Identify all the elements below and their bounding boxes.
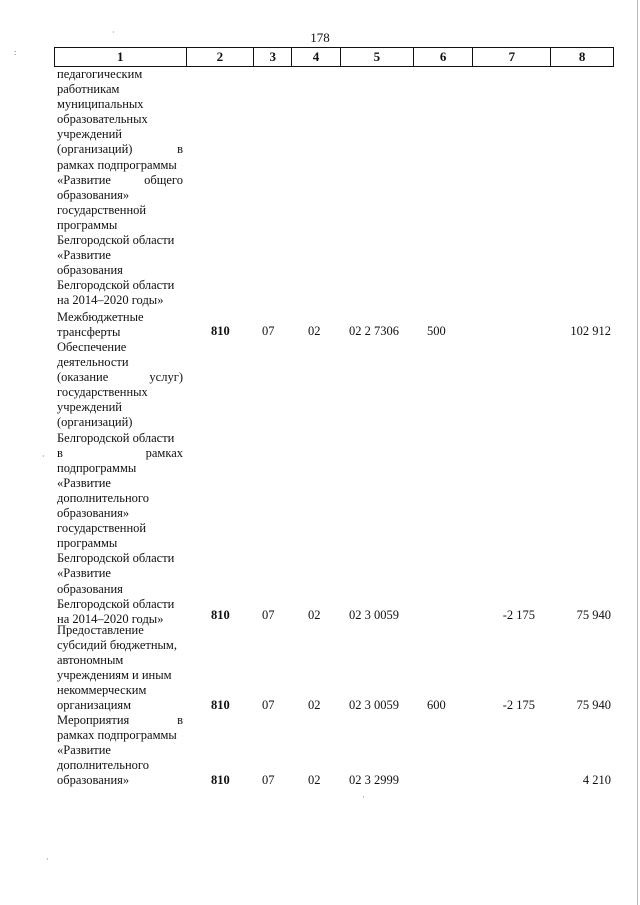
description-line: Белгородской области: [57, 430, 175, 445]
description-line: дополнительного: [57, 490, 149, 505]
description-line: трансферты: [57, 325, 121, 340]
cell-col-5: 02 2 7306: [349, 324, 399, 338]
header-col-3: 3: [254, 48, 292, 66]
cell-col-8: 75 940: [576, 698, 611, 712]
row-description: [57, 340, 183, 627]
description-line: образования: [57, 581, 123, 596]
scan-speck: ·: [362, 793, 365, 802]
description-line: (организаций): [57, 415, 133, 430]
description-line: «Развитие общего: [57, 172, 183, 187]
scan-speck: ·: [42, 452, 45, 461]
cell-col-3: 07: [262, 324, 275, 338]
description-line: Белгородской области: [57, 551, 175, 566]
description-line: (оказание услуг): [57, 370, 183, 385]
header-col-1: 1: [55, 48, 187, 66]
cell-col-3: 07: [262, 698, 275, 712]
description-line: на 2014–2020 годы»: [57, 611, 164, 626]
cell-col-5: 02 3 0059: [349, 608, 399, 622]
description-line: государственной: [57, 521, 147, 536]
row-description: [57, 310, 183, 340]
cell-col-2: 810: [211, 324, 230, 338]
description-line: Межбюджетные: [57, 310, 144, 324]
cell-col-5: 02 3 2999: [349, 773, 399, 787]
description-line: деятельности: [57, 355, 129, 370]
description-line: на 2014–2020 годы»: [57, 293, 164, 308]
cell-col-6: 600: [427, 698, 446, 712]
description-line: программы: [57, 536, 118, 551]
description-line: Предоставление: [57, 623, 144, 637]
description-line: Белгородской области: [57, 233, 175, 248]
description-line: рамках подпрограммы: [57, 157, 177, 172]
cell-col-4: 02: [308, 324, 321, 338]
description-line: субсидий бюджетным,: [57, 638, 177, 653]
description-line: Белгородской области: [57, 596, 175, 611]
cell-col-8: 4 210: [582, 773, 611, 787]
description-line: подпрограммы: [57, 460, 137, 475]
cell-col-4: 02: [308, 698, 321, 712]
description-line: рамках подпрограммы: [57, 728, 177, 743]
description-line: программы: [57, 217, 118, 232]
description-line: «Развитие: [57, 248, 111, 263]
description-line: Белгородской области: [57, 278, 175, 293]
header-col-8: 8: [578, 49, 586, 64]
cell-col-8: 102 912: [570, 324, 611, 338]
header-col-7: 7: [473, 48, 551, 66]
cell-col-8: 75 940: [576, 608, 611, 622]
description-line: Обеспечение: [57, 340, 127, 354]
cell-col-3: 07: [262, 608, 275, 622]
scan-edge-line: [637, 0, 638, 905]
description-line: дополнительного: [57, 758, 149, 773]
header-col-4: 4: [292, 48, 341, 66]
description-line: работникам: [57, 82, 120, 97]
cell-col-7: -2 175: [502, 608, 535, 622]
cell-col-6: 500: [427, 324, 446, 338]
description-line: «Развитие: [57, 743, 111, 758]
cell-col-2: 810: [211, 698, 230, 712]
row-description: [57, 713, 183, 788]
scan-speck: ·: [46, 855, 49, 864]
table-header: [54, 47, 614, 67]
description-line: образования»: [57, 506, 130, 521]
description-line: (организаций) в: [57, 142, 183, 157]
description-line: образования»: [57, 187, 130, 202]
description-line: организациям: [57, 698, 132, 713]
description-line: автономным: [57, 653, 124, 668]
cell-col-4: 02: [308, 773, 321, 787]
description-line: некоммерческим: [57, 683, 147, 698]
cell-col-4: 02: [308, 608, 321, 622]
description-line: учреждений: [57, 400, 122, 415]
cell-col-5: 02 3 0059: [349, 698, 399, 712]
description-line: муниципальных: [57, 97, 144, 112]
cell-col-2: 810: [211, 773, 230, 787]
header-col-2: 2: [187, 48, 255, 66]
row-description: [57, 623, 183, 714]
cell-col-2: 810: [211, 608, 230, 622]
description-line: учреждениям и иным: [57, 668, 172, 683]
description-line: образования»: [57, 773, 130, 788]
description-line: педагогическим: [57, 67, 143, 81]
description-line: государственных: [57, 385, 148, 400]
scan-speck: :: [14, 48, 17, 57]
row-description: [57, 67, 183, 309]
description-line: в рамках: [57, 445, 183, 460]
description-line: Мероприятия в: [57, 713, 183, 727]
page-number: 178: [310, 30, 330, 45]
description-line: образования: [57, 263, 123, 278]
description-line: «Развитие: [57, 475, 111, 490]
cell-col-7: -2 175: [502, 698, 535, 712]
header-col-5: 5: [341, 48, 414, 66]
cell-col-3: 07: [262, 773, 275, 787]
description-line: государственной: [57, 202, 147, 217]
scan-speck: ·: [112, 28, 115, 37]
description-line: «Развитие: [57, 566, 111, 581]
description-line: учреждений: [57, 127, 122, 142]
description-line: образовательных: [57, 112, 148, 127]
header-col-6: 6: [414, 48, 474, 66]
